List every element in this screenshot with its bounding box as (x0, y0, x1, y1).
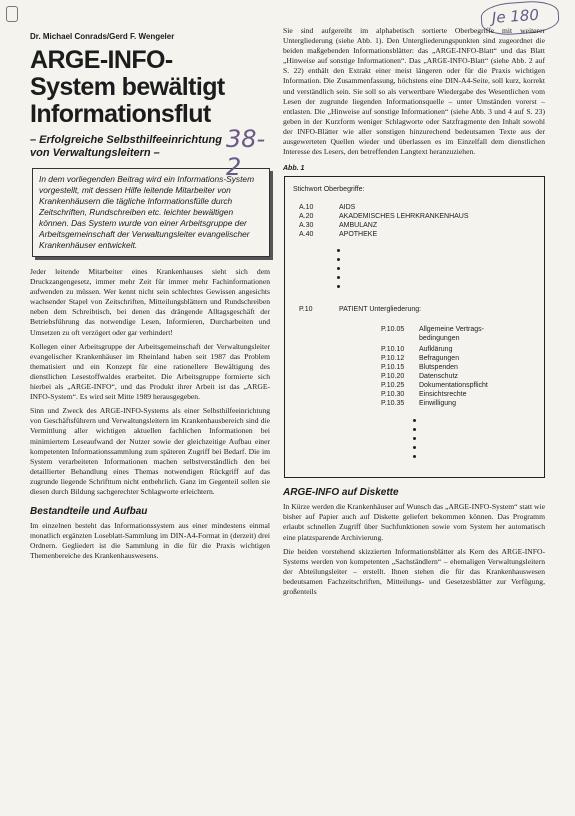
figure-item-label: AKADEMISCHES LEHRKRANKENHAUS (339, 213, 469, 221)
body-paragraph: In Kürze werden die Krankenhäuser auf Wunsch das „ARGE-INFO-System“ statt wie bisher auf Papier auch auf Diskette geliefert bekommen können. Das Programm erlaubt schnellen Zugriff über Suchfunktionen sowie vom System her automatisch eine platzsparende Archivierung. (283, 502, 545, 542)
figure-subitem (381, 381, 488, 390)
figure-item (299, 230, 377, 239)
figure-subitem (381, 354, 459, 363)
right-column (283, 26, 545, 601)
figure-subitem-label: Einwilligung (419, 400, 456, 408)
figure-item (299, 221, 377, 230)
figure-subitem-code: P.10.15 (381, 364, 405, 372)
title-line: ARGE-INFO- (30, 46, 173, 74)
authors: Dr. Michael Conrads/Gerd F. Wengeler (30, 32, 175, 41)
figure-item-label: AIDS (339, 204, 356, 212)
figure-label: Abb. 1 (283, 165, 305, 173)
figure-subitem (381, 372, 458, 381)
body-paragraph: Kollegen einer Arbeitsgruppe der Arbeitsgemeinschaft der Verwaltungsleiter evangelischer Krankenhäuser im Rheinland haben seit 1987 das Problem thematisiert und ein Konzept für eine rationellere Bewältigung des dienstlichen Lesestoffwaldes erarbeitet. Die Arbeitsgruppe formierte sich hierbei als „ARGE-INFO“, und das Produkt ihrer Arbeit ist das „ARGE-INFO-System“. Es wird seit Mitte 1989 herausgegeben. (30, 341, 270, 402)
figure-subitem-label: Allgemeine Vertrags- bedingungen (419, 326, 484, 343)
figure-subitem-label: Datenschutz (419, 373, 458, 381)
figure-item-code: A.10 (299, 204, 314, 212)
figure-subitem-label: Dokumentationspflicht (419, 382, 488, 390)
figure-item-code: A.40 (299, 231, 314, 239)
figure-subitem-code: P.10.20 (381, 373, 405, 381)
figure-subitem-code: P.10.10 (381, 346, 405, 354)
abstract-box: In dem vorliegenden Beitrag wird ein Informations-System vorgestellt, mit dessen Hilfe leitende Mitarbeiter von Krankenhäusern die tägliche Informationsfülle durch Zeitschriften, Rundschreiben etc. leichter bewältigen können. Das System wurde von einer Arbeitsgruppe der Arbeitsgemeinschaft der Verwaltungsleiter evangelischer Krankenhäuser entwickelt. (32, 168, 270, 257)
figure-subitem-code: P.10.05 (381, 326, 405, 334)
figure-item-label: APOTHEKE (339, 231, 378, 239)
article-title (30, 47, 270, 128)
figure-item (299, 212, 469, 221)
ellipsis-dot (337, 249, 340, 252)
figure-subitem-label: Einsichtsrechte (419, 391, 467, 399)
figure-subitem (381, 363, 458, 372)
ellipsis-dot (337, 276, 340, 279)
body-paragraph: Die beiden vorstehend skizzierten Informationsblätter als Kern des ARGE-INFO-Systems werden von kompetenten „Sachständlern“ – ehemaligen Verwaltungsleitern der Abteilungsleiter – erstellt. Ihnen stehen die für das Krankenhauswesen bedeutsamen Fachzeitschriften, Mitteilungs- und Gesetzesblätter zur Verfügung, großenteils (283, 546, 545, 596)
figure-subitem (381, 345, 452, 354)
title-line: Informationsflut (30, 100, 211, 128)
ellipsis-dot (337, 285, 340, 288)
stamp-note: Je 180 (491, 5, 540, 27)
figure-item (299, 203, 355, 212)
figure-subitem-label: Befragungen (419, 355, 460, 363)
body-paragraph: Sinn und Zweck des ARGE-INFO-Systems als einer Selbsthilfeeinrichtung von Geschäftsführern und Verwaltungsleitern im Krankenhausbereich sind die Vermittlung aller wichtigen aktuellen fachlichen Informationen bei minimiertem Leseaufwand der Nutzer sowie der gleichzeitige Aufbau einer kompetenten Informationssammlung zum späteren Zugriff bei Bedarf. Die im System verarbeiteten Informationen machen selbstverständlich den bei detaillierter Behandlung eines Themas notwendigen Rückgriff auf das zugrunde liegende Schrifttum nicht entbehrlich. Ganz im Gegenteil sollen sie diesen durch Bildung sachgerechter Schlagworte erleichtern. (30, 406, 270, 496)
ellipsis-dot (413, 428, 416, 431)
handwritten-note: 38-2 (226, 125, 266, 181)
body-paragraph: Sie sind aufgereiht im alphabetisch sortierte Oberbegriffe mit weiterer Untergliederung (siehe Abb. 1). Den Untergliederungspunkten sind zugeordnet die beiden maßgebenden Informationsblätter: das „ARGE-INFO-Blatt“ und das Blatt „Hinweise auf sonstige Informationen“. Das „ARGE-INFO-Blatt“ (siehe Abb. 2 auf S. 22) enthält den Extrakt einer meist längeren oder für die Praxis wichtigen Information. Die Zusammenfassung, höchstens eine DIN-A4-Seite, soll kurz, korrekt und verständlich sein. Sie soll so als verwertbare Wiedergabe des Wesentlichen vom Lesen der zugrunde liegenden Informationsquelle – unter Umständen vorerst – entlasten. Die „Hinweise auf sonstige Informationen“ (siehe Abb. 3 und 4 auf S. 23) geben in der Kurzform weniger Schlagworte oder Satzfragmente den Inhalt sowohl der INFO-Blätter wie aller sonstigen hinzurechend bedeutsamen Texte aus der ausgewerteten Quellen wieder und überlassen es im Einzelfall dem dienstlichen Interesse des Lesers, den betreffenden Langtext heranzuziehen. (283, 26, 545, 157)
ellipsis-dot (337, 267, 340, 270)
subtitle-line: von Verwaltungsleitern – (30, 147, 160, 159)
figure-item-code: P.10 (299, 306, 313, 314)
figure-box (284, 176, 545, 478)
section-heading: ARGE-INFO auf Diskette (283, 487, 399, 499)
figure-heading: Stichwort Oberbegriffe: (293, 186, 365, 194)
ellipsis-dot (413, 446, 416, 449)
figure-item-code: A.30 (299, 222, 314, 230)
figure-subitem-label: Aufklärung (419, 346, 453, 354)
figure-subitem (381, 325, 484, 343)
figure-item (299, 305, 421, 314)
ellipsis-dot (413, 455, 416, 458)
figure-subitem-code: P.10.30 (381, 391, 405, 399)
ellipsis-dot (413, 419, 416, 422)
staple-mark (6, 6, 18, 22)
body-paragraph: Im einzelnen besteht das Informationssystem aus einer mindestens einmal monatlich ergänzten Loseblatt-Sammlung im DIN-A4-Format in (derzeit) drei Ordnern. Gegliedert ist die Sammlung in die für die Praxis wichtigen Themenbereiche des Krankenhauswesens. (30, 521, 270, 561)
figure-subitem-code: P.10.25 (381, 382, 405, 390)
figure-item-label: PATIENT Untergliederung: (339, 306, 422, 314)
figure-subitem-code: P.10.12 (381, 355, 405, 363)
ellipsis-dot (337, 258, 340, 261)
subtitle-line: – Erfolgreiche Selbsthilfeeinrichtung (30, 134, 222, 146)
figure-subitem-code: P.10.35 (381, 400, 405, 408)
section-heading: Bestandteile und Aufbau (30, 506, 148, 518)
left-column (30, 30, 270, 565)
ellipsis-dot (413, 437, 416, 440)
figure-subitem (381, 390, 466, 399)
figure-item-label: AMBULANZ (339, 222, 378, 230)
figure-subitem (381, 399, 456, 408)
title-line: System bewältigt (30, 73, 225, 101)
figure-subitem-label: Blutspenden (419, 364, 458, 372)
figure-item-code: A.20 (299, 213, 314, 221)
body-paragraph: Jeder leitende Mitarbeiter eines Krankenhauses sieht sich dem Druckzangengesetz, immer mehr Zeit für immer mehr Fachinformationen aufwenden zu müssen. Wer kennt nicht sein schlechtes Gewissen angesichts wachsender Stapel von Zeitschriften, Mitteilungsblättern und Rundschreiben neben dem Schreibtisch, bei denen das drängende Alltagsgeschäft der Betriebsführung das notwendige Lesen, Informieren, Durcharbeiten und Umsetzen zu oft verzögert oder gar verhindert! (30, 267, 270, 337)
